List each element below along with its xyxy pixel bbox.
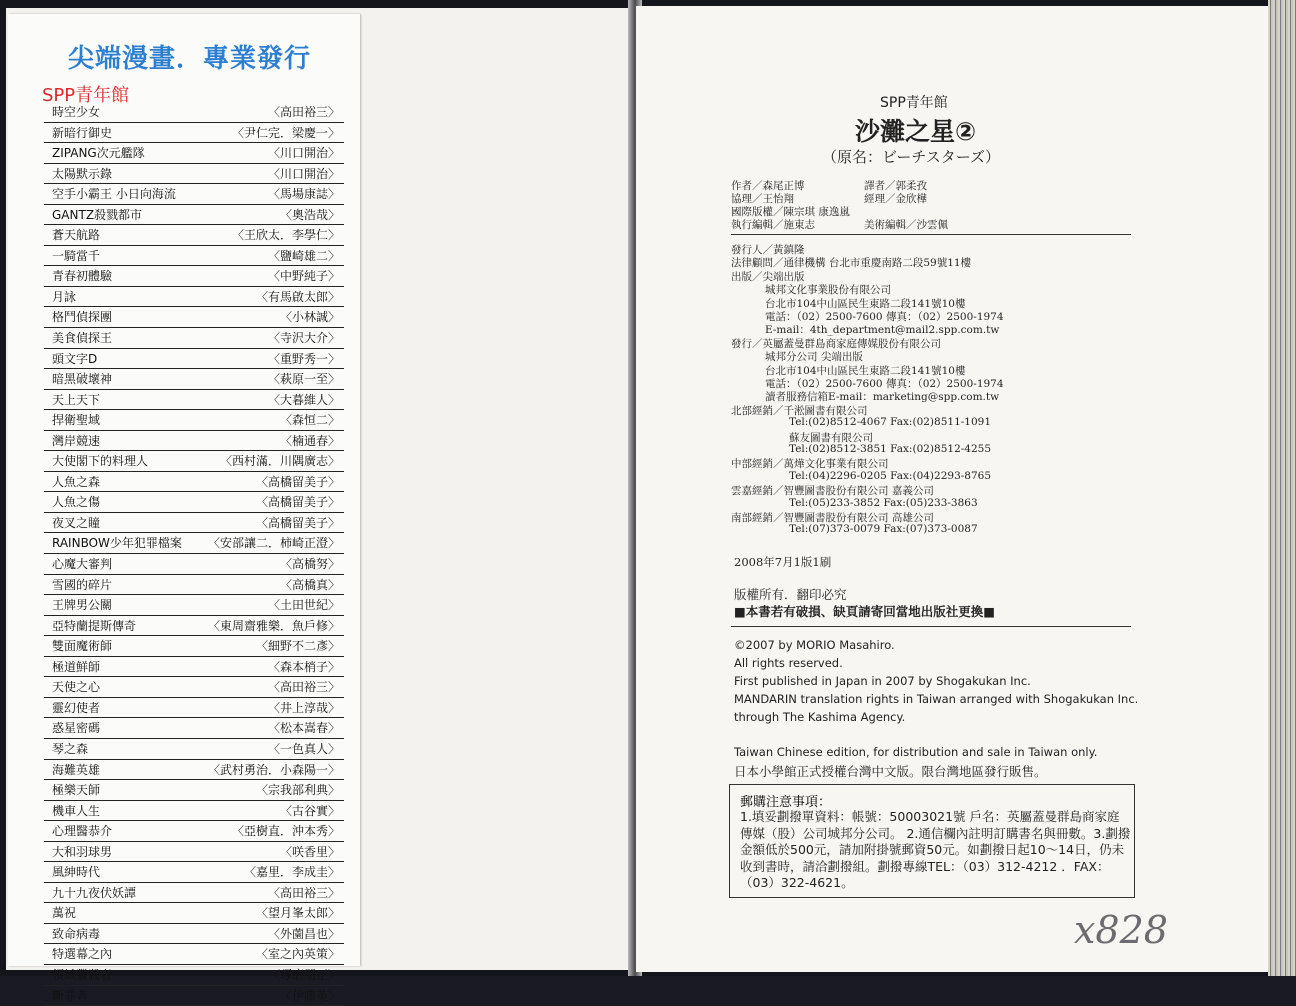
- book-author-cell: 〈高橋留美子〉: [255, 474, 340, 489]
- print-date: 2008年7月1版1刷: [734, 555, 832, 569]
- book-author-cell: 〈高橋留美子〉: [255, 495, 340, 510]
- book-title-cell: ZIPANG次元艦隊: [52, 146, 145, 161]
- handwritten-note: x828: [1074, 908, 1168, 952]
- book-list-row: [44, 102, 344, 123]
- taiwan-edition-en: Taiwan Chinese edition, for distribution and sale in Taiwan only.: [734, 745, 1098, 759]
- book-author-cell: 〈高田裕三〉: [267, 885, 340, 900]
- defect-notice: ■本書若有破損、缺頁請寄回當地出版社更換■: [734, 604, 996, 619]
- book-list-row: [44, 266, 344, 287]
- divider-line: [731, 234, 1131, 235]
- book-author-cell: 〈細野不二彥〉: [255, 639, 340, 654]
- publisher-line: Tel:(02)8512-3851 Fax:(02)8512-4255: [789, 443, 992, 455]
- book-title-cell: 致命病毒: [52, 926, 101, 941]
- book-author-cell: 〈高橋努〉: [279, 557, 340, 572]
- book-author-cell: 〈寺沢大介〉: [267, 331, 340, 346]
- book-list-row: [44, 986, 344, 1006]
- book-author-cell: 〈琢磨朋正〉: [267, 967, 340, 982]
- taiwan-edition-zh: 日本小學館正式授權台灣中文版。限台灣地區發行販售。: [734, 764, 1047, 779]
- credit-art-editor: 美術編輯／沙雲佩: [864, 219, 948, 231]
- book-author-cell: 〈尹仁完．梁慶一〉: [231, 125, 340, 140]
- book-list-row: [44, 307, 344, 328]
- book-title-cell: 琴之森: [52, 741, 89, 756]
- book-author-cell: 〈亞樹直．沖本秀〉: [231, 824, 340, 839]
- flap-subtitle: SPP青年館: [42, 85, 130, 106]
- book-list-row: [44, 739, 344, 760]
- book-title-cell: 極道鮮師: [52, 659, 101, 674]
- publisher-line: 出版／尖端出版: [731, 270, 805, 283]
- book-title-cell: 極樂天師: [52, 783, 101, 798]
- credit-assist: 協理／王怡翔: [731, 193, 794, 205]
- book-list-row: [44, 883, 344, 904]
- book-list-row: [44, 718, 344, 739]
- publisher-line: Tel:(05)233-3852 Fax:(05)233-3863: [789, 496, 978, 509]
- book-author-cell: 〈室之內英策〉: [255, 947, 340, 962]
- book-title-cell: 領域獵殺者: [52, 967, 113, 982]
- publisher-line: 電話：（02）2500-7600 傳真：（02）2500-1974: [765, 311, 1004, 323]
- book-title-cell: 青春初體驗: [52, 269, 113, 284]
- book-list-row: [44, 451, 344, 472]
- book-list-row: [44, 903, 344, 924]
- credit-translator: 譯者／郭柔孜: [864, 180, 927, 192]
- book-list-row: [44, 677, 344, 698]
- book-author-cell: 〈東周齋雅樂．魚戶修〉: [207, 618, 340, 633]
- book-author-cell: 〈有馬啟太郎〉: [255, 289, 340, 304]
- mail-notice-body: 1.填妥劃撥單資料：帳號：50003021號 戶名：英屬蓋曼群島商家庭傳媒（股）公司城邦分公司。 2.通信欄內註明訂購書名與冊數。3.劃撥金額低於500元，請加附掛號郵資50元。如劃撥日起10～14日，仍未收到書時，請洽劃撥組。劃撥專線TEL：（03）312-4212 ．FAX：（03）322-4621。: [740, 809, 1131, 890]
- book-title-cell: 空手小霸王 小日向海流: [52, 187, 176, 202]
- credit-editor: 執行編輯／施東志: [731, 219, 815, 231]
- book-list-row: [44, 205, 344, 226]
- book-title-cell: 一騎當千: [52, 248, 101, 263]
- book-author-cell: 〈高田裕三〉: [267, 105, 340, 119]
- book-list-row: [44, 616, 344, 637]
- publisher-line: 城邦分公司 尖端出版: [765, 351, 863, 364]
- book-list-flap: [8, 14, 360, 1003]
- book-list-row: [44, 143, 344, 164]
- book-title-cell: 暗黑破壞神: [52, 372, 113, 387]
- book-author-cell: 〈小林誠〉: [279, 310, 340, 325]
- book-title-cell: 人魚之傷: [52, 495, 101, 510]
- book-list-row: [44, 410, 344, 431]
- book-author-cell: 〈大暮維人〉: [267, 392, 340, 407]
- book-list-row: [44, 698, 344, 719]
- book-title-cell: 靈幻使者: [52, 700, 101, 715]
- book-title-cell: 心理醫恭介: [52, 824, 113, 839]
- book-author-cell: 〈高田裕三〉: [267, 680, 340, 695]
- book-title-cell: 灣岸競速: [52, 433, 101, 448]
- copyright-line: First published in Japan in 2007 by Shogakukan Inc.: [734, 674, 1031, 688]
- book-author-cell: 〈高橋真〉: [279, 577, 340, 592]
- book-title-cell: 美食偵探王: [52, 331, 113, 346]
- book-title-cell: 格鬥偵探團: [52, 310, 113, 325]
- divider-line: [731, 626, 1131, 627]
- book-author-cell: 〈咲香里〉: [279, 844, 340, 859]
- book-list-row: [44, 472, 344, 493]
- book-author-cell: 〈宗我部利典〉: [255, 783, 340, 798]
- copyright-line: through The Kashima Agency.: [734, 710, 906, 724]
- book-list-row: [44, 862, 344, 883]
- book-title-cell: 夜叉之瞳: [52, 515, 101, 530]
- book-list-row: [44, 431, 344, 452]
- book-author-cell: 〈王欣太．李學仁〉: [231, 228, 340, 243]
- book-title-cell: 蒼天航路: [52, 228, 101, 243]
- copyright-line: All rights reserved.: [734, 656, 843, 670]
- book-title-cell: 頭文字D: [52, 351, 98, 366]
- book-author-cell: 〈土田世紀〉: [267, 598, 340, 613]
- book-list-row: [44, 636, 344, 657]
- book-author-cell: 〈松本嵩春〉: [267, 721, 340, 736]
- publisher-line: 城邦文化事業股份有限公司: [765, 284, 891, 297]
- book-author-cell: 〈嘉里．李成圭〉: [243, 865, 340, 880]
- book-author-cell: 〈楠通春〉: [279, 433, 340, 448]
- book-title-cell: 天使之心: [52, 680, 101, 695]
- book-title-cell: 捍衛聖域: [52, 413, 101, 428]
- book-list-row: [44, 801, 344, 822]
- copyright-line: MANDARIN translation rights in Taiwan arranged with Shogakukan Inc.: [734, 692, 1139, 706]
- publisher-line: 法律顧問／通律機構 台北市重慶南路二段59號11樓: [731, 257, 972, 270]
- book-title-cell: 王牌男公關: [52, 598, 113, 613]
- book-list-row: [44, 842, 344, 863]
- flap-title: 尖端漫畫．專業發行: [68, 44, 312, 74]
- book-list-row: [44, 492, 344, 513]
- book-author-cell: 〈一色真人〉: [267, 741, 340, 756]
- publisher-line: 台北市104中山區民生東路二段141號10樓: [765, 364, 966, 377]
- book-title-cell: 人魚之森: [52, 474, 101, 489]
- book-title-cell: 太陽默示錄: [52, 166, 113, 181]
- book-author-cell: 〈中野純子〉: [267, 269, 340, 284]
- book-title-cell: 斷罪者: [52, 988, 89, 1003]
- book-list-row: [44, 965, 344, 986]
- book-list-row: [44, 369, 344, 390]
- book-list-row: [44, 924, 344, 945]
- publisher-line: 北部經銷／千淞圖書有限公司: [731, 404, 868, 417]
- book-list-row: [44, 554, 344, 575]
- book-list-row: [44, 595, 344, 616]
- book-author-cell: 〈川口開治〉: [267, 146, 340, 161]
- publisher-line: 蘇友圖書有限公司: [789, 431, 873, 444]
- credit-rights: 國際版權／陳宗琪 康逸嵐: [731, 206, 850, 218]
- book-list-row: [44, 657, 344, 678]
- original-title: （原名：ビーチスターズ）: [822, 148, 1001, 166]
- publisher-line: Tel:(07)373-0079 Fax:(07)373-0087: [789, 523, 978, 536]
- publisher-line: E-mail：4th_department@mail2.spp.com.tw: [765, 324, 1000, 337]
- book-title-cell: RAINBOW少年犯罪檔案: [52, 536, 182, 551]
- book-list-row: [44, 760, 344, 781]
- book-list-row: [44, 184, 344, 205]
- book-title-cell: 月詠: [52, 289, 77, 304]
- book-title: 沙灘之星②: [855, 117, 977, 146]
- book-author-cell: 〈萩原一至〉: [267, 372, 340, 387]
- book-title-cell: 雙面魔術師: [52, 639, 113, 654]
- book-title-cell: 亞特蘭提斯傳奇: [52, 618, 137, 633]
- book-title-cell: 特選幕之內: [52, 947, 113, 962]
- copyright-line: ©2007 by MORIO Masahiro.: [734, 638, 895, 652]
- publisher-line: 台北市104中山區民生東路二段141號10樓: [765, 297, 966, 310]
- publisher-line: 雲嘉經銷／智豐圖書股份有限公司 嘉義公司: [731, 485, 934, 498]
- publisher-line: 發行／英屬蓋曼群島商家庭傳媒股份有限公司: [731, 337, 941, 350]
- mail-order-notice: [729, 784, 1135, 898]
- book-title-cell: 心魔大審判: [52, 557, 113, 572]
- book-author-cell: 〈望月峯太郎〉: [255, 906, 340, 921]
- book-title-cell: 新暗行御史: [52, 125, 113, 140]
- book-title-cell: 天上天下: [52, 392, 101, 407]
- book-list-row: [44, 575, 344, 596]
- book-author-cell: 〈森本梢子〉: [267, 659, 340, 674]
- book-author-cell: 〈安部讓二．柿崎正澄〉: [207, 536, 340, 551]
- book-list-row: [44, 164, 344, 185]
- publisher-line: 南部經銷／智豐圖書股份有限公司 高雄公司: [731, 512, 934, 524]
- book-author-cell: 〈井上淳哉〉: [267, 700, 340, 715]
- book-list-row: [44, 780, 344, 801]
- mail-notice-heading: 郵購注意事項：: [740, 795, 832, 810]
- book-list-row: [44, 390, 344, 411]
- book-title-cell: 萬祝: [52, 906, 77, 921]
- publisher-line: 電話：（02）2500-7600 傳真：（02）2500-1974: [765, 378, 1004, 390]
- series-name: SPP青年館: [880, 95, 948, 111]
- book-list-row: [44, 246, 344, 267]
- book-author-cell: 〈森恒二〉: [279, 413, 340, 428]
- book-list-row: [44, 123, 344, 144]
- book-list-row: [44, 225, 344, 246]
- publisher-line: 發行人／黃鎮隆: [731, 244, 805, 256]
- page-edge: [1268, 0, 1296, 976]
- rights-reserved: 版權所有．翻印必究: [734, 587, 847, 602]
- book-author-cell: 〈高橋留美子〉: [255, 515, 340, 530]
- publisher-line: Tel:(02)8512-4067 Fax:(02)8511-1091: [789, 416, 992, 429]
- book-title-cell: 機車人生: [52, 803, 101, 818]
- book-title-cell: 大和羽球男: [52, 844, 113, 859]
- book-list: [44, 102, 344, 1006]
- publisher-line: 中部經銷／萬燁文化事業有限公司: [731, 458, 889, 471]
- book-list-row: [44, 821, 344, 842]
- book-list-row: [44, 533, 344, 554]
- book-list-row: [44, 328, 344, 349]
- publisher-line: Tel:(04)2296-0205 Fax:(04)2293-8765: [789, 469, 992, 482]
- book-title-cell: 九十九夜伏妖譚: [52, 885, 137, 900]
- book-list-row: [44, 513, 344, 534]
- book-author-cell: 〈奧浩哉〉: [279, 207, 340, 222]
- book-author-cell: 〈伊藤英〉: [279, 988, 340, 1003]
- book-title-cell: 惑星密碼: [52, 721, 101, 736]
- book-author-cell: 〈重野秀一〉: [267, 351, 340, 366]
- book-title-cell: 風紳時代: [52, 865, 101, 880]
- credit-author: 作者／森尾正博: [731, 180, 805, 192]
- publisher-line: 讀者服務信箱E-mail：marketing@spp.com.tw: [765, 391, 1000, 404]
- book-author-cell: 〈外薗昌也〉: [267, 926, 340, 941]
- book-author-cell: 〈鹽崎雄二〉: [267, 248, 340, 263]
- book-list-row: [44, 944, 344, 965]
- book-author-cell: 〈川口開治〉: [267, 166, 340, 181]
- book-title-cell: GANTZ殺戮都市: [52, 207, 143, 222]
- book-title-cell: 時空少女: [52, 105, 101, 119]
- book-title-cell: 大使閣下的料理人: [52, 454, 149, 469]
- credit-manager: 經理／金欣樺: [864, 193, 927, 205]
- book-author-cell: 〈武村勇治．小森陽一〉: [207, 762, 340, 777]
- book-list-row: [44, 287, 344, 308]
- book-author-cell: 〈古谷實〉: [279, 803, 340, 818]
- book-author-cell: 〈西村滿．川隅廣志〉: [219, 454, 340, 469]
- book-list-row: [44, 349, 344, 370]
- book-author-cell: 〈馬場康誌〉: [267, 187, 340, 202]
- book-title-cell: 海難英雄: [52, 762, 101, 777]
- book-title-cell: 雪國的碎片: [52, 577, 113, 592]
